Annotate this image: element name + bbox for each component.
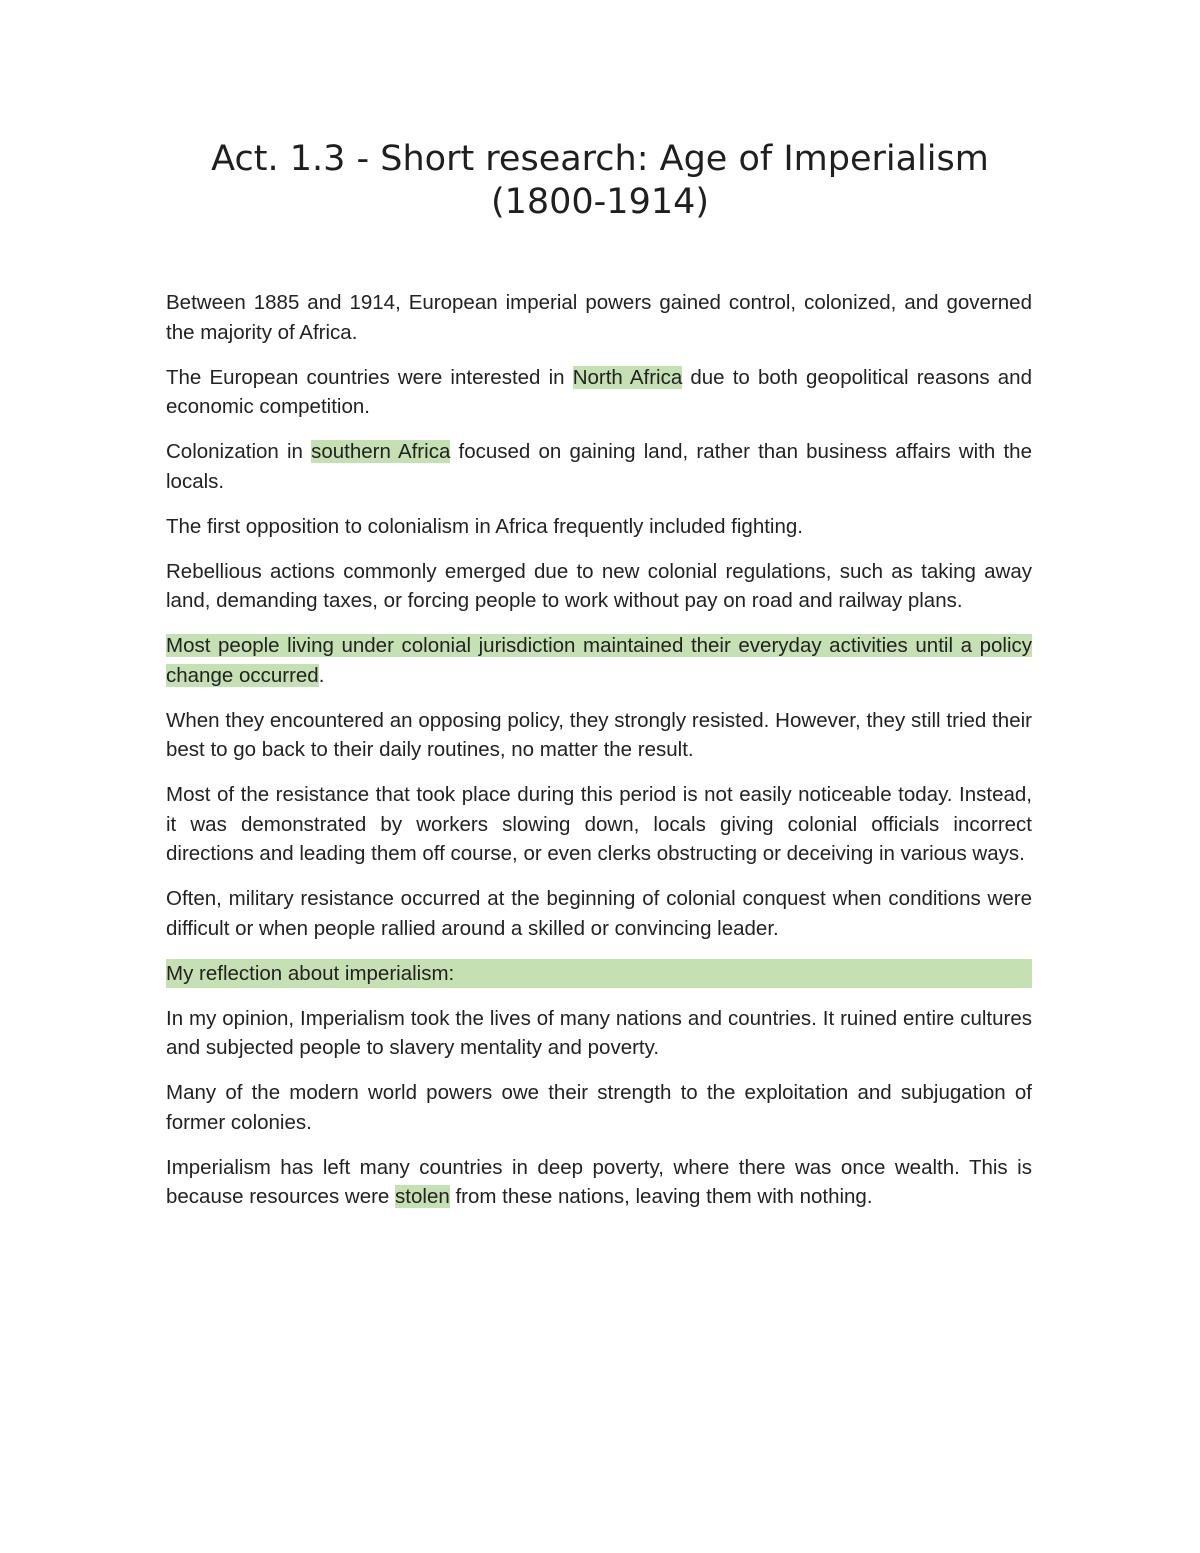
paragraph-12: [166, 1153, 1032, 1212]
highlight-southern-africa: southern Africa: [311, 440, 451, 463]
highlight-colonial-jurisdiction: Most people living under colonial jurisdiction maintained their everyday activities until a policy change occurred: [166, 634, 1032, 687]
title-line-2: (1800-1914): [490, 182, 710, 222]
document-body: [166, 288, 1032, 1227]
page-title: [150, 138, 1050, 224]
paragraph-10: In my opinion, Imperialism took the lives of many nations and countries. It ruined entire cultures and subjected people to slavery mentality and poverty.: [166, 1006, 1032, 1059]
reflection-heading: [166, 959, 1032, 989]
paragraph-9: Often, military resistance occurred at the beginning of colonial conquest when conditions were difficult or when people rallied around a skilled or convincing leader.: [166, 887, 1032, 940]
paragraph-6-text-after: .: [318, 663, 325, 687]
paragraph-12-text-after: from these nations, leaving them with nothing.: [449, 1185, 873, 1208]
paragraph-6: [166, 631, 1032, 690]
paragraph-3-text-after: focused on gaining land, rather than business affairs with the locals.: [166, 440, 1032, 493]
paragraph-2: [166, 363, 1032, 422]
highlight-stolen: stolen: [395, 1185, 450, 1208]
paragraph-7: When they encountered an opposing policy, they strongly resisted. However, they still tried their best to go back to their daily routines, no matter the result.: [166, 708, 1032, 761]
reflection-heading-highlight: My reflection about imperialism:: [166, 959, 1032, 989]
paragraph-2-text-before: The European countries were interested in: [166, 365, 573, 389]
paragraph-8: Most of the resistance that took place during this period is not easily noticeable today. Instead, it was demonstrated by workers slowing down, locals giving colonial officials incorrect directions and leading them off course, or even clerks obstructing or deceiving in various ways.: [166, 783, 1032, 865]
paragraph-12-text-before: Imperialism has left many countries in deep poverty, where there was once wealth. This is because resources were: [166, 1155, 1032, 1208]
highlight-north-africa: North Africa: [572, 365, 683, 389]
paragraph-11: Many of the modern world powers owe their strength to the exploitation and subjugation of former colonies.: [166, 1081, 1032, 1134]
paragraph-1: Between 1885 and 1914, European imperial powers gained control, colonized, and governed the majority of Africa.: [166, 291, 1032, 344]
paragraph-3: [166, 437, 1032, 496]
title-line-1: Act. 1.3 - Short research: Age of Imperialism: [211, 139, 989, 179]
paragraph-4: The first opposition to colonialism in Africa frequently included fighting.: [166, 514, 803, 538]
paragraph-3-text-before: Colonization in: [166, 440, 312, 463]
paragraph-2-text-after: due to both geopolitical reasons and economic competition.: [166, 365, 1032, 418]
paragraph-5: Rebellious actions commonly emerged due to new colonial regulations, such as taking away land, demanding taxes, or forcing people to work without pay on road and railway plans.: [166, 559, 1032, 612]
